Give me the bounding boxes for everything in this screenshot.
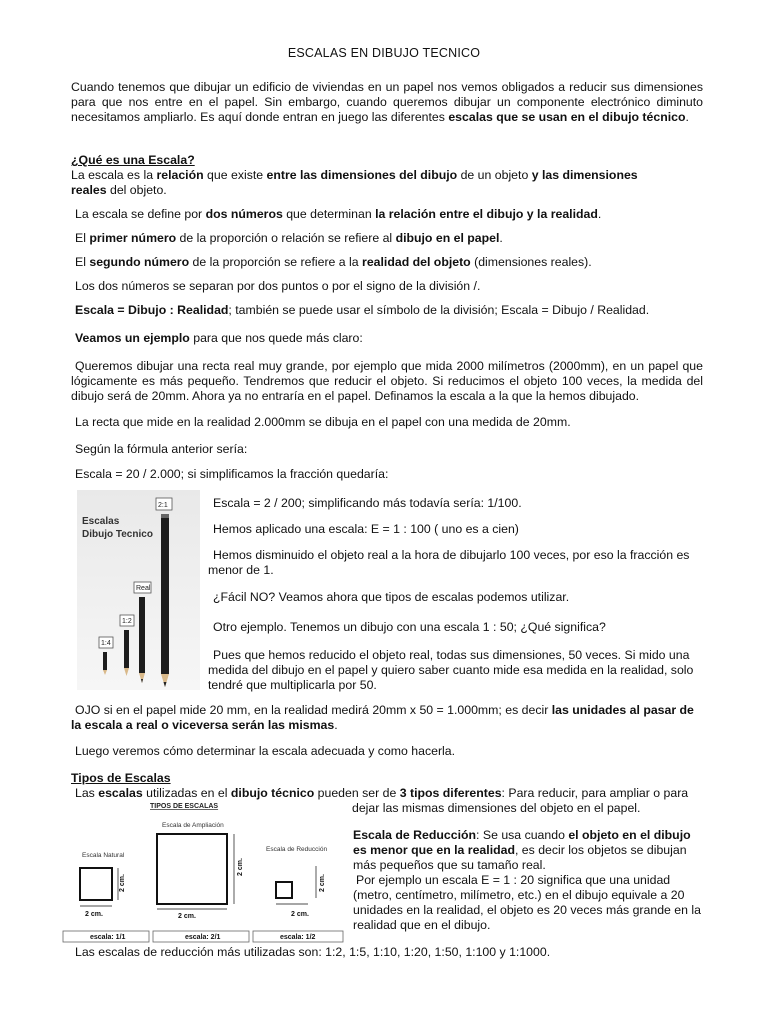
- label-reduccion: Escala de Reducción: [266, 846, 328, 853]
- recta-paragraph: Queremos dibujar una recta real muy grande, por ejemplo que mida 2000 milímetros (2000mm), en un papel que lógicamente es más pequeño. Tendremos que reducir el objeto. Si reducimos el objeto 100 veces, la medida del dibujo será de 20mm. Ahora ya no entraría en el papel. Definamos la escala a la que la hemos dibujado.: [71, 359, 703, 403]
- tipos-paragraph-line1: Las escalas utilizadas en el dibujo técnico pueden ser de 3 tipos diferentes: Para reducir, para ampliar o para: [75, 786, 689, 800]
- tag-1-2: 1:2: [122, 618, 132, 625]
- tag-real: Real: [136, 585, 151, 592]
- tipos-fig-header: TIPOS DE ESCALAS: [150, 803, 219, 810]
- dim-ampliacion-h: 2 cm.: [178, 913, 196, 920]
- natural-square: [80, 868, 112, 900]
- mide-paragraph: La recta que mide en la realidad 2.000mm se dibuja en el papel con una medida de 20mm.: [75, 415, 571, 429]
- escala-1-2: escala: 1/2: [280, 934, 316, 941]
- intro-end: .: [685, 110, 689, 124]
- intro-bold: escalas que se usan en el dibujo técnico: [448, 110, 686, 124]
- pencil-1-2: [124, 630, 129, 676]
- tipos-escalas-figure: [60, 800, 350, 948]
- ejemplo-paragraph: Veamos un ejemplo para que nos quede más claro:: [75, 331, 363, 345]
- pencil-2-1: [161, 514, 169, 687]
- reduccion-square: [276, 882, 292, 898]
- tipos-paragraph-line2: dejar las mismas dimensiones del objeto en el papel.: [352, 801, 641, 815]
- luego-paragraph: Luego veremos cómo determinar la escala adecuada y como hacerla.: [75, 744, 456, 758]
- side-text-3: Hemos disminuido el objeto real a la hora de dibujarlo 100 veces, por eso la fracción es menor de 1.: [208, 548, 690, 577]
- formula-paragraph: Escala = Dibujo : Realidad; también se puede usar el símbolo de la división; Escala = Dibujo / Realidad.: [75, 303, 650, 317]
- tag-2-1: 2:1: [158, 502, 168, 509]
- side-text-1: Escala = 2 / 200; simplificando más todavía sería: 1/100.: [213, 496, 522, 510]
- reduccion-paragraph: Escala de Reducción: Se usa cuando el objeto en el dibujo es menor que en la realidad, es decir los objetos se dibujan más pequeños que su tamaño real.: [353, 828, 691, 872]
- dim-natural-v: 2 cm.: [119, 874, 126, 892]
- segun-paragraph: Según la fórmula anterior sería:: [75, 442, 248, 456]
- segundo-numero-paragraph: El segundo número de la proporción se refiere a la realidad del objeto (dimensiones reales).: [75, 255, 592, 269]
- que-es-paragraph: La escala es la relación que existe entre las dimensiones del dibujo de un objeto y las dimensiones reales del objeto.: [71, 168, 638, 197]
- dim-natural-h: 2 cm.: [85, 911, 103, 918]
- page-title: ESCALAS EN DIBUJO TECNICO: [287, 46, 481, 60]
- reduccion-ejemplo: Por ejemplo un escala E = 1 : 20 significa que una unidad (metro, centímetro, milímetro, etc.) en el dibujo equivale a 20 unidades en la realidad, el objeto es 20 veces más grande en la realidad que en el dibujo.: [353, 873, 701, 932]
- side-text-5: Otro ejemplo. Tenemos un dibujo con una escala 1 : 50; ¿Qué significa?: [213, 620, 606, 634]
- ampliacion-square: [157, 834, 227, 904]
- pencil-fig-title1: Escalas: [82, 516, 120, 527]
- tipos-heading: Tipos de Escalas: [71, 771, 171, 785]
- separan-paragraph: Los dos números se separan por dos puntos o por el signo de la división /.: [75, 279, 481, 293]
- label-ampliacion: Escala de Ampliación: [162, 822, 224, 829]
- final-paragraph: Las escalas de reducción más utilizadas son: 1:2, 1:5, 1:10, 1:20, 1:50, 1:100 y 1:1000.: [75, 945, 551, 959]
- ojo-paragraph: OJO si en el papel mide 20 mm, en la realidad medirá 20mm x 50 = 1.000mm; es decir las unidades al pasar de la escala a real o viceversa serán las mismas.: [71, 703, 694, 732]
- pencil-fig-title2: Dibujo Tecnico: [82, 529, 153, 540]
- primer-numero-paragraph: El primer número de la proporción o relación se refiere al dibujo en el papel.: [75, 231, 503, 245]
- intro-text: Cuando tenemos que dibujar un edificio de viviendas en un papel nos vemos obligados a reducir sus dimensiones para que nos entre en el papel. Sin embargo, cuando queremos dibujar un componente electrónico diminuto necesitamos ampliarlo. Es aquí donde entran en juego las diferentes: [71, 80, 703, 124]
- intro-paragraph: [71, 80, 703, 125]
- escala-calculo-paragraph: Escala = 20 / 2.000; si simplificamos la fracción quedaría:: [75, 467, 389, 481]
- dim-ampliacion-v: 2 cm.: [237, 858, 244, 876]
- pencil-scales-figure: [77, 490, 200, 690]
- escala-1-1: escala: 1/1: [90, 934, 126, 941]
- label-natural: Escala Natural: [82, 852, 125, 859]
- pencil-real: [139, 597, 145, 683]
- dim-reduccion-h: 2 cm.: [291, 911, 309, 918]
- side-text-6: Pues que hemos reducido el objeto real, todas sus dimensiones, 50 veces. Si mido una medida del dibujo en el papel y quiero saber cuanto mide esa medida en la realidad, solo tendré que multiplicarla por 50.: [208, 648, 694, 692]
- dim-reduccion-v: 2 cm.: [319, 874, 326, 892]
- side-text-2: Hemos aplicado una escala: E = 1 : 100 ( uno es a cien): [213, 522, 519, 536]
- que-es-heading: ¿Qué es una Escala?: [71, 153, 195, 167]
- side-text-4: ¿Fácil NO? Veamos ahora que tipos de escalas podemos utilizar.: [213, 590, 570, 604]
- escala-2-1: escala: 2/1: [185, 934, 221, 941]
- definition-paragraph: La escala se define por dos números que determinan la relación entre el dibujo y la realidad.: [75, 207, 602, 221]
- tag-1-4: 1:4: [101, 640, 111, 647]
